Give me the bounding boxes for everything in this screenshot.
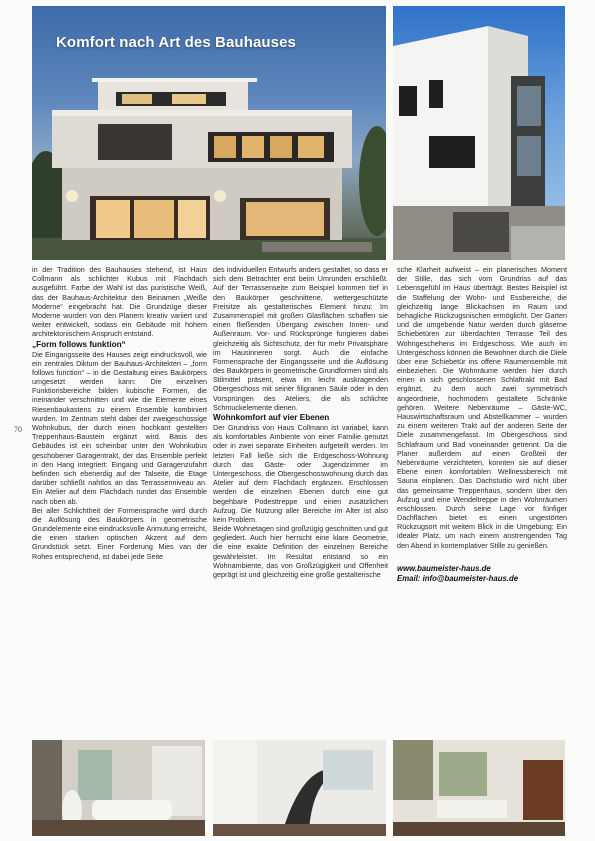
living-room-photo bbox=[393, 740, 565, 836]
staircase-photo bbox=[213, 740, 386, 836]
website-link[interactable]: www.baumeister-haus.de bbox=[397, 563, 491, 573]
living-room-illustration bbox=[393, 740, 565, 836]
text-column-3 bbox=[397, 265, 567, 584]
paragraph: Beide Wohnetagen sind großzügig geschnitten und gut gegliedert. Auch hier herrscht eine klare Geometrie, die eine exakte Definition der einzelnen Bereiche gewährleistet. Im Resultat entstand so ein Wohnambiente, das von Großzügigkeit und Offenheit geprägt ist und gleichzeitig eine große gestalterische bbox=[213, 524, 388, 579]
house-exterior-photo bbox=[32, 6, 386, 260]
bathroom-illustration bbox=[32, 740, 205, 836]
section-heading: „Form follows funktion“ bbox=[32, 339, 126, 349]
paragraph: Bei aller Schlichtheit der Formensprache wird durch die Auflösung des Baukörpers in geometrische Grundelemente eine eindrucksvolle Anmutung erreicht, die einen starken optischen Akzent auf dem Grundstück setzt. Einer Forderung Mies van der Rohes entsprechend, ist dabei jede Seite bbox=[32, 505, 207, 561]
white-facade-illustration bbox=[393, 6, 565, 260]
text-column-1 bbox=[32, 265, 207, 735]
paragraph: in der Tradition des Bauhauses stehend, ist Haus Collmann als schlichter Kubus mit Flachdach ausgeführt. Farbe der Wahl ist das puristische Weiß, das der Bauhaus-Architektur den Beinamen „Weiße Moderne“ eingebracht hat. Die Grundzüge dieser Moderne wurden von den Planern kreativ variiert und weiter entwickelt, sodass ein Gebäude mit hohem architektonischem Anspruch entstand. bbox=[32, 265, 207, 339]
paragraph: Die Eingangsseite des Hauses zeigt eindrucksvoll, wie ein zentrales Diktum der Bauhaus-Architekten – „form follows function“ – in die Gestaltung eines Baukörpers umgesetzt werden kann: Die einzelnen Funktionsbereiche bilden kubische Formen, die ineinander verschnitten und wie die Elemente eines Riesenbaukastens zu einem Ensemble kombiniert wurden. Im Zentrum steht dabei der zweigeschossige Wohnkubus, der durch einen hochkant gestellten Treppenhaus-Baustein ergänzt wird. Basis des Gebäudes ist ein scheinbar unter den Wohnkubus geschobener Garagentrakt, der das Ensemble perfekt in den Hang integriert: Eingang und Garagenzufahrt befinden sich ebenerdig auf der Talseite, die Etage darüber schließt nahtlos an das Terrassenniveau an. Ein Atelier auf dem Flachdach rundet das Ensemble nach oben ab. bbox=[32, 349, 207, 506]
staircase-illustration bbox=[213, 740, 386, 836]
headline: Komfort nach Art des Bauhauses bbox=[56, 34, 296, 51]
white-house-facade-photo bbox=[393, 6, 565, 260]
page-number: 70 bbox=[14, 425, 22, 434]
paragraph: Der Grundriss von Haus Collmann ist variabel, kann als komfortables Ambiente von einer Familie genutzt oder in zwei separate Einheiten aufgeteilt werden. Im letzten Fall ließe sich die Erdgeschoss-Wohnung durch das Gäste- oder Jugendzimmer im Untergeschoss, die Obergeschosswohnung durch das Atelier auf dem Flachdach ergänzen. Erschlossen werden die einzelnen Ebenen durch eine gut begehbare Podesttreppe und einen zusätzlichen Aufzug. Die Nutzung aller Bereiche im Alter ist also kein Problem. bbox=[213, 423, 388, 524]
email-link[interactable]: Email: info@baumeister-haus.de bbox=[397, 573, 519, 583]
bathroom-photo bbox=[32, 740, 205, 836]
paragraph: des individuellen Entwurfs anders gestaltet, so dass er sich dem Betrachter erst beim Umrunden erschließt. Auf der Terrassenseite zum Beispiel kommen tief in den Baukörper geschnittene, wettergeschützte Freisitze als gestalterisches Element hinzu: Im Zusammenspiel mit großen Glasflächen schaffen sie einen fließenden Übergang zwischen Innen- und Außenraum. Vor- und Rücksprünge fungieren dabei gleichzeitig als Sichtschutz, der für mehr Privatsphäre im Hausinneren sorgt. Auch die einfache Formensprache der Eingangsseite und die Auflösung des Baukörpers in geometrische Grundformen sind als Stilmittel präsent, etwa im leicht auskragenden Obergeschoss mit seiner filigranen Säule oder in den Vorsprüngen des Ateliers, die als schlichte Schmuckelemente dienen. bbox=[213, 265, 388, 412]
text-column-2 bbox=[213, 265, 388, 735]
paragraph: sche Klarheit aufweist – ein planerisches Moment der Stille, das sich vom Grundriss auf das Lebensgefühl im Haus überträgt. Bestes Beispiel ist die Staffelung der Wohn- und Essbereiche, die gleichzeitig lange Blickachsen im Raum und behagliche Rückzugsnischen ermöglicht. Der Garten und die umgebende Natur werden durch gläserne Schiebetüren zur überdachten Terrasse Teil des Wohngeschehens im Erdgeschoss. Wie auch im Untergeschoss können die Bewohner durch die Diele über eine Schiebetür ins offene Raumensemble mit einbeziehen. Die Wohnräume werden hier durch einen in sich geschlossenen Schlaftrakt mit Bad ergänzt, zu dem auch zwei symmetrisch angeordnete, hochmodern gestaltete Schränke gehören. Weitere Nebenräume – Gäste-WC, Hauswirtschaftsraum und Abstellkammer – wurden zu einem weiteren Trakt auf der anderen Seite der Diele zusammengefasst. Im Obergeschoss sind Schlafraum und Bad voneinander getrennt. Da die Planer außerdem auf einen Großteil der Nebenräume verzichteten, konnten sie auf dieser Ebene einen komfortablen Wellnessbereich mit Sauna einplanen. Das Dachstudio wird nicht über das gemeinsame Treppenhaus, sondern über den Aufzug und eine Wendeltreppe in den Wohnräumen erschlossen. Durch seine Lage vor fünfiger Dachflächen bietet es einen ungestörten Rückzugsort mit weitem Blick in die Umgebung: Ein idealer Platz, um nach einem anstrengenden Tag den Abend in kontemplativer Stille zu genießen. bbox=[397, 265, 567, 550]
section-heading: Wohnkomfort auf vier Ebenen bbox=[213, 413, 330, 422]
